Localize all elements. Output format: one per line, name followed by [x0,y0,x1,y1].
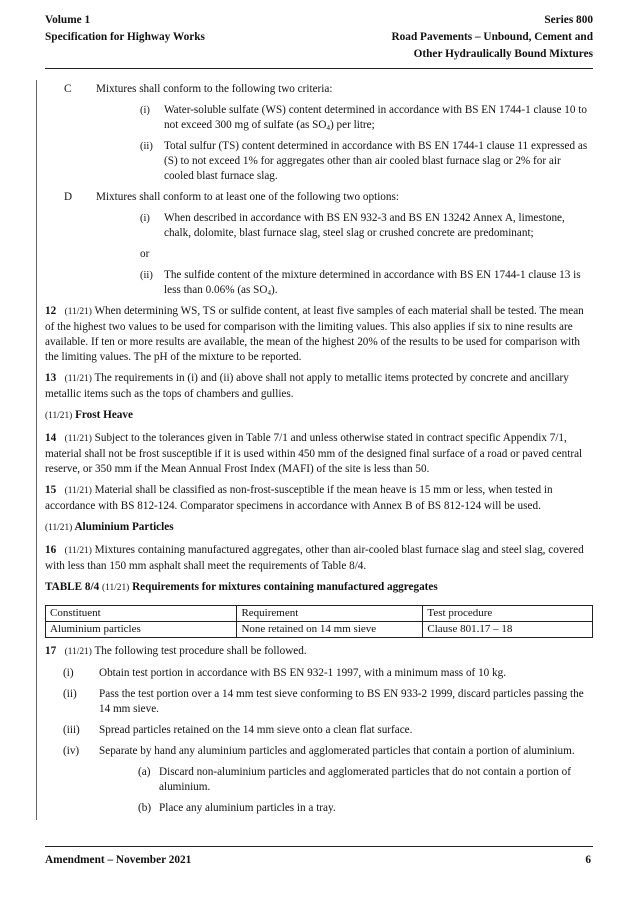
or-separator: or [140,248,150,260]
clause-16 [45,543,593,574]
criteria-c-item-i [140,103,593,133]
substep-letter: (a) [138,766,151,778]
criteria-d-item-i [140,211,593,241]
footer-amendment: Amendment – November 2021 [45,854,192,866]
revision-sidebar-line [36,80,37,820]
heading-text: Aluminium Particles [74,521,174,533]
clause-14 [45,431,593,477]
clause-text: The following test procedure shall be followed. [94,645,307,657]
step-number: (iv) [63,745,80,757]
amendment-ref: (11/21) [64,486,92,496]
procedure-step [45,666,593,681]
clause-number: 12 [45,305,57,317]
clause-text: Mixtures containing manufactured aggregates, other than air-cooled blast furnace slag and steel slag, covered with less than 150 mm asphalt shall meet the requirements of Table 8/4. [45,544,584,572]
amendment-ref: (11/21) [64,434,92,444]
criteria-c-item-ii [140,139,593,184]
table-label: TABLE 8/4 [45,581,100,593]
item-number: (i) [140,105,150,116]
table-title: Requirements for mixtures containing manufactured aggregates [132,581,438,593]
step-text: Separate by hand any aluminium particles and agglomerated particles that contain a portion of aluminium. [99,745,575,757]
amendment-ref: (11/21) [64,546,92,556]
clause-number: 14 [45,432,57,444]
volume-label: Volume 1 [45,14,91,26]
table-header-row [46,606,593,622]
header-rule [45,68,593,69]
amendment-ref: (11/21) [102,583,130,593]
item-text: When described in accordance with BS EN 932-3 and BS EN 13242 Annex A, limestone, chalk, dolomite, blast furnace slag, steel slag or crushed concrete are predominant; [164,212,565,239]
clause-text: Subject to the tolerances given in Table 7/1 and unless otherwise stated in contract specific Appendix 7/1, material shall not be frost susceptible if it is used within 450 mm of the designed final surface of a road or paved central reserve, or 350 mm if the Mean Annual Frost Index (MAFI) of the site is less than 50. [45,432,583,475]
item-text: Water-soluble sulfate (WS) content determined in accordance with BS EN 1744-1 clause 10 to not exceed 300 mg of sulfate (as $SO_4$) per litre; [164,104,587,132]
table-header-cell: Test procedure [423,606,593,622]
page-header-left [45,12,205,46]
criteria-text: Mixtures shall conform to the following two criteria: [96,83,333,95]
page-number: 6 [585,854,591,866]
step-text: Pass the test portion over a 14 mm test sieve conforming to BS EN 933-2 1999, discard particles passing the 14 mm sieve. [99,688,584,715]
amendment-ref: (11/21) [45,411,73,421]
document-title: Specification for Highway Works [45,31,205,43]
clause-text: The requirements in (i) and (ii) above shall not apply to metallic items protected by concrete and ancillary metallic items such as the tops of chambers and gullies. [45,372,569,400]
procedure-step [45,744,593,759]
series-label: Series 800 [544,14,593,26]
amendment-ref: (11/21) [64,374,92,384]
procedure-substep [138,765,593,795]
amendment-ref: (11/21) [45,523,73,533]
clause-17 [45,644,593,660]
clause-number: 16 [45,544,57,556]
clause-number: 17 [45,645,57,657]
clause-text: When determining WS, TS or sulfide content, at least five samples of each material shall be tested. The mean of the highest two values to be used for comparison with the limiting values. This also applies if six to nine results are available. If ten or more results are available, the mean of the highest 20% of the results to be used for comparison with the limiting values. The pH of the mixture to be reported. [45,305,584,363]
amendment-ref: (11/21) [64,307,92,317]
criteria-letter: D [64,191,73,203]
heading-frost-heave [45,408,593,424]
item-text: The sulfide content of the mixture determined in accordance with BS EN 1744-1 clause 13 is less than 0.06% (as $SO_4$). [164,269,581,297]
item-number: (i) [140,213,150,224]
series-title-line2: Other Hydraulically Bound Mixtures [413,48,593,60]
clause-text: Material shall be classified as non-frost-susceptible if the mean heave is 15 mm or less, when tested in accordance with BS 812-124. Comparator specimens in accordance with Annex B of BS 812-124 will be used. [45,484,553,512]
step-text: Obtain test portion in accordance with BS EN 932-1 1997, with a minimum mass of 10 kg. [99,667,507,679]
procedure-step [45,723,593,738]
step-number: (i) [63,667,74,679]
clause-13 [45,371,593,402]
item-number: (ii) [140,141,153,152]
step-text: Spread particles retained on the 14 mm sieve onto a clean flat surface. [99,724,413,736]
amendment-ref: (11/21) [64,647,92,657]
heading-text: Frost Heave [75,409,133,421]
page-header-right [392,12,594,63]
clause-15 [45,483,593,514]
page-body [45,82,593,822]
table-header-cell: Requirement [237,606,423,622]
item-text: Total sulfur (TS) content determined in accordance with BS EN 1744-1 clause 11 expressed as (S) to not exceed 1% for aggregates other than air cooled blast furnace slag or 2% for air cooled blast furnace slag. [164,140,588,182]
substep-text: Discard non-aluminium particles and agglomerated particles that do not contain a portion of aluminium. [159,766,571,793]
procedure-substep [138,801,593,816]
clause-12 [45,304,593,365]
criteria-letter: C [64,83,72,95]
criteria-text: Mixtures shall conform to at least one of the following two options: [96,191,399,203]
table-caption [45,580,593,596]
substep-letter: (b) [138,802,152,814]
procedure-step [45,687,593,717]
heading-aluminium-particles [45,520,593,536]
step-number: (ii) [63,688,77,700]
table-cell: Aluminium particles [46,622,237,638]
item-number: (ii) [140,270,153,281]
criteria-c [45,82,593,97]
table-row [46,622,593,638]
table-cell: Clause 801.17 – 18 [423,622,593,638]
step-number: (iii) [63,724,80,736]
substep-text: Place any aluminium particles in a tray. [159,802,336,814]
criteria-d [45,190,593,205]
clause-number: 13 [45,372,57,384]
footer-rule [45,846,593,847]
table-header-cell: Constituent [46,606,237,622]
requirements-table [45,605,593,638]
table-cell: None retained on 14 mm sieve [237,622,423,638]
criteria-d-item-ii [140,268,593,298]
clause-number: 15 [45,484,57,496]
series-title-line1: Road Pavements – Unbound, Cement and [391,31,593,43]
